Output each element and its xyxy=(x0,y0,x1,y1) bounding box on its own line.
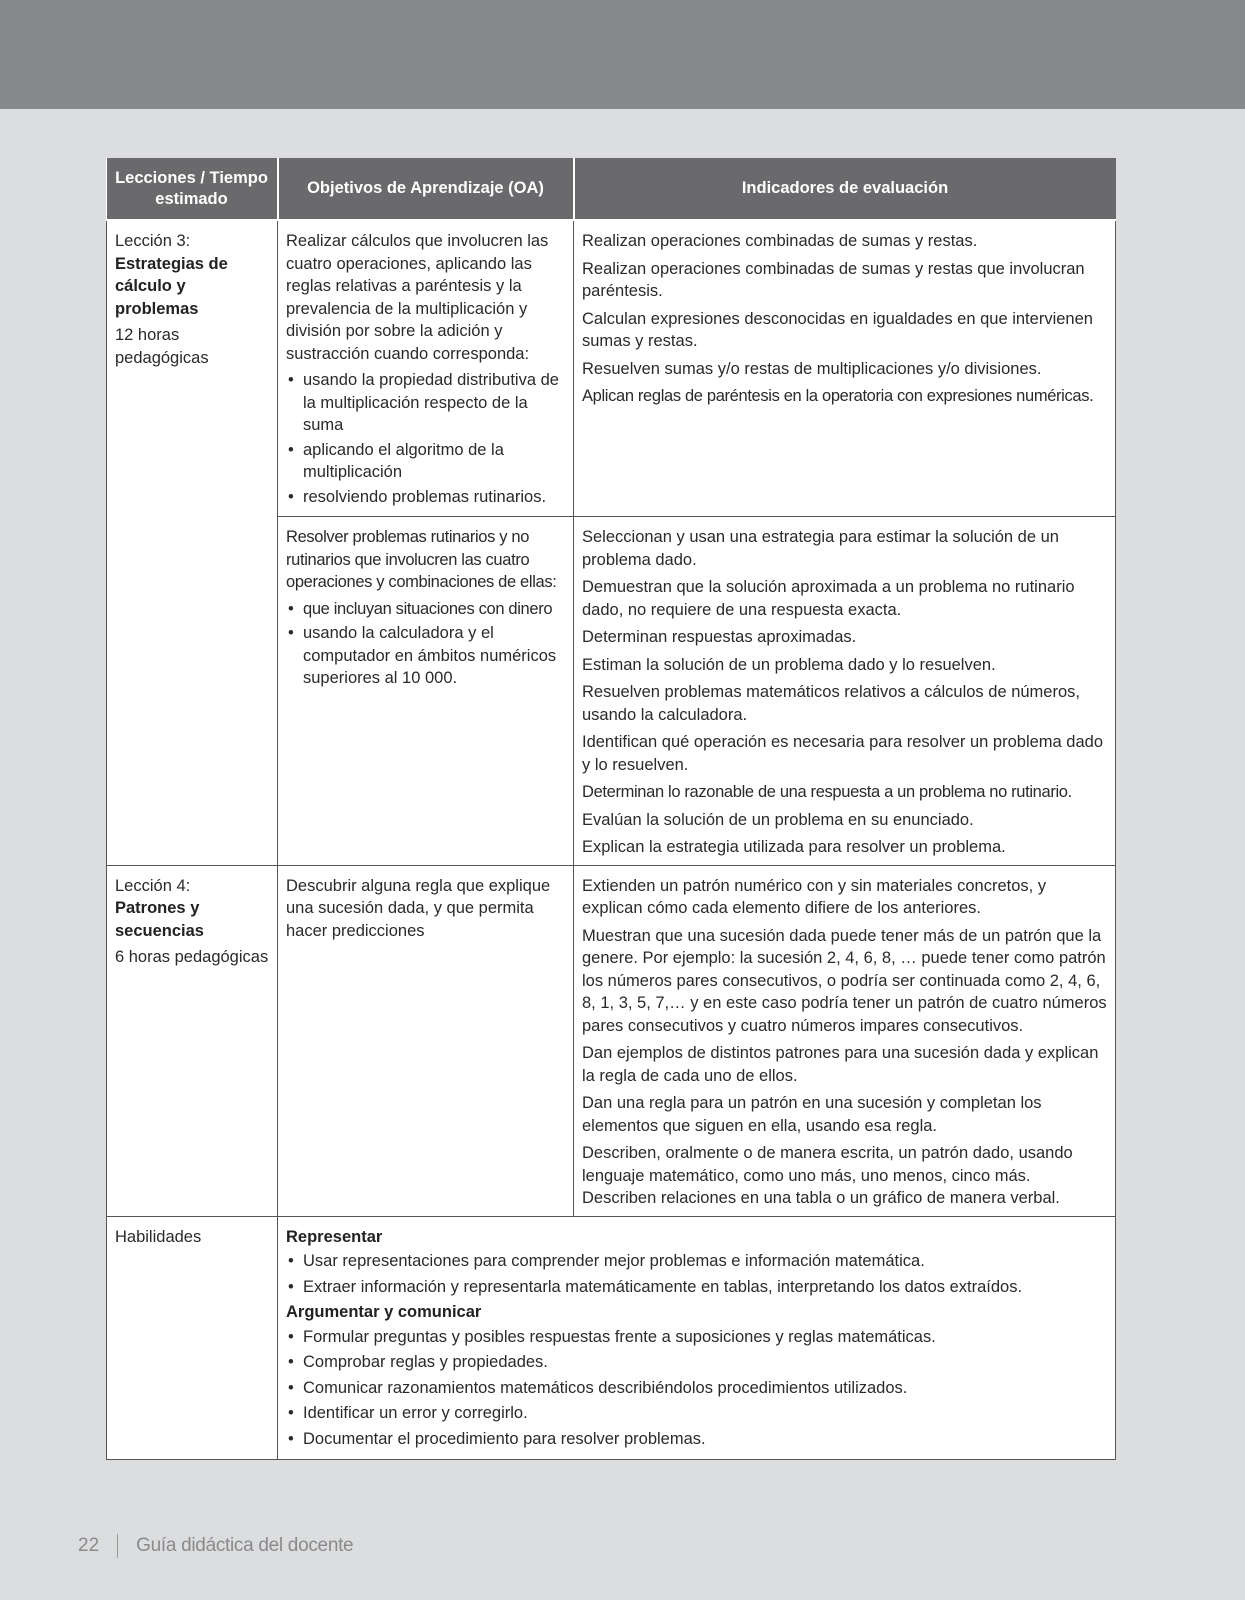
indicator: Explican la estrategia utilizada para resolver un problema. xyxy=(582,838,1006,856)
table-header-row xyxy=(107,158,1116,220)
indicator: Aplican reglas de paréntesis en la operatoria con expresiones numéricas. xyxy=(582,387,1094,405)
indicator: Realizan operaciones combinadas de sumas y restas. xyxy=(582,232,978,250)
lesson-number: Lección 4: xyxy=(115,876,191,895)
objective-text: Realizar cálculos que involucren las cuatro operaciones, aplicando las reglas relativas a paréntesis y la prevalencia de la multiplicación y división por sobre la adición y sustracción cuando corresponda: xyxy=(286,232,549,363)
lesson4-cell xyxy=(107,865,278,1216)
skill-group-title: Representar xyxy=(286,1227,383,1246)
indicator: Resuelven sumas y/o restas de multiplicaciones y/o divisiones. xyxy=(582,359,1042,378)
page-number: 22 xyxy=(78,1535,100,1557)
list-item: • aplicando el algoritmo de la multiplicación xyxy=(286,439,565,484)
objective-cell xyxy=(278,220,574,517)
indicator: Muestran que una sucesión dada puede tener más de un patrón que la genere. Por ejemplo: la sucesión 2, 4, 6, 8, … puede tener como patrón los números pares consecutivos, o podría ser continuada como 2, 4, 6, 8, 1, 3, 5, 7,… y en este caso podría tener un patrón de cuatro números pares consecutivos y cuatro números impares consecutivos. xyxy=(582,926,1107,1035)
lesson-number: Lección 3: xyxy=(115,232,191,250)
skills-cell xyxy=(278,1216,1116,1460)
objective-bullets xyxy=(286,369,565,508)
indicator: Identifican qué operación es necesaria para resolver un problema dado y lo resuelven. xyxy=(582,733,1103,774)
skills-label-cell xyxy=(107,1216,278,1460)
indicator: Describen, oralmente o de manera escrita, un patrón dado, usando lenguaje matemático, como uno más, uno menos, cinco más. Describen relaciones en una tabla o un gráfico de manera verbal. xyxy=(582,1144,1073,1207)
page-footer xyxy=(78,1534,353,1558)
indicator: Extienden un patrón numérico con y sin materiales concretos, y explican cómo cada elemento difiere de los anteriores. xyxy=(582,876,1047,917)
indicator: Resuelven problemas matemáticos relativos a cálculos de números, usando la calculadora. xyxy=(582,683,1080,724)
list-item: • Formular preguntas y posibles respuestas frente a suposiciones y reglas matemáticas. xyxy=(286,1326,1107,1349)
indicator: Determinan lo razonable de una respuesta a un problema no rutinario. xyxy=(582,783,1072,801)
indicator: Dan una regla para un patrón en una sucesión y completan los elementos que siguen en ella, usando esa regla. xyxy=(582,1094,1042,1135)
list-item: • Identificar un error y corregirlo. xyxy=(286,1402,1107,1425)
objective-bullets xyxy=(286,598,565,690)
objective-text: Resolver problemas rutinarios y no rutinarios que involucren las cuatro operaciones y combinaciones de ellas: xyxy=(286,528,557,591)
curriculum-table xyxy=(106,158,1116,1460)
list-item: • Usar representaciones para comprender mejor problemas e información matemática. xyxy=(286,1250,1107,1273)
lesson3-cell xyxy=(107,220,278,865)
indicator: Seleccionan y usan una estrategia para estimar la solución de un problema dado. xyxy=(582,528,1059,569)
indicators-cell xyxy=(574,517,1116,866)
table-row xyxy=(107,220,1116,517)
objective-cell xyxy=(278,865,574,1216)
lesson-title: Estrategias de cálculo y problemas xyxy=(115,254,228,318)
table-row xyxy=(107,1216,1116,1460)
indicator: Dan ejemplos de distintos patrones para una sucesión dada y explican la regla de cada uno de ellos. xyxy=(582,1044,1099,1085)
indicator: Evalúan la solución de un problema en su enunciado. xyxy=(582,810,974,829)
skills-label: Habilidades xyxy=(115,1227,202,1246)
list-item: • Extraer información y representarla matemáticamente en tablas, interpretando los datos extraídos. xyxy=(286,1276,1107,1299)
list-item: • usando la propiedad distributiva de la multiplicación respecto de la suma xyxy=(286,369,565,437)
indicator: Estiman la solución de un problema dado y lo resuelven. xyxy=(582,655,996,674)
skill-group-title: Argumentar y comunicar xyxy=(286,1303,482,1321)
list-item: • usando la calculadora y el computador en ámbitos numéricos superiores al 10 000. xyxy=(286,622,565,690)
lesson-title: Patrones y secuencias xyxy=(115,899,204,940)
skill-list xyxy=(286,1326,1107,1451)
indicator: Demuestran que la solución aproximada a un problema no rutinario dado, no requiere de una respuesta exacta. xyxy=(582,578,1075,619)
top-banner xyxy=(0,0,1245,109)
indicators-cell xyxy=(574,865,1116,1216)
list-item: • Documentar el procedimiento para resolver problemas. xyxy=(286,1428,1107,1451)
header-objectives: Objetivos de Aprendizaje (OA) xyxy=(278,158,574,220)
objective-cell xyxy=(278,517,574,866)
lesson-time: 6 horas pedagógicas xyxy=(115,948,269,966)
footer-title: Guía didáctica del docente xyxy=(136,1535,354,1557)
indicator: Realizan operaciones combinadas de sumas y restas que involucran paréntesis. xyxy=(582,259,1085,300)
indicator: Determinan respuestas aproximadas. xyxy=(582,628,857,646)
header-lessons: Lecciones / Tiempo estimado xyxy=(107,158,278,220)
header-indicators: Indicadores de evaluación xyxy=(574,158,1116,220)
list-item: • que incluyan situaciones con dinero xyxy=(286,598,565,621)
table-row xyxy=(107,865,1116,1216)
objective-text: Descubrir alguna regla que explique una sucesión dada, y que permita hacer predicciones xyxy=(286,876,551,940)
indicators-cell xyxy=(574,220,1116,517)
footer-divider xyxy=(117,1534,118,1558)
indicator: Calculan expresiones desconocidas en igualdades en que intervienen sumas y restas. xyxy=(582,309,1093,350)
list-item: • Comprobar reglas y propiedades. xyxy=(286,1351,1107,1374)
list-item: • Comunicar razonamientos matemáticos describiéndolos procedimientos utilizados. xyxy=(286,1377,1107,1400)
skill-list xyxy=(286,1250,1107,1298)
list-item: • resolviendo problemas rutinarios. xyxy=(286,486,565,509)
lesson-time: 12 horas pedagógicas xyxy=(115,326,209,367)
